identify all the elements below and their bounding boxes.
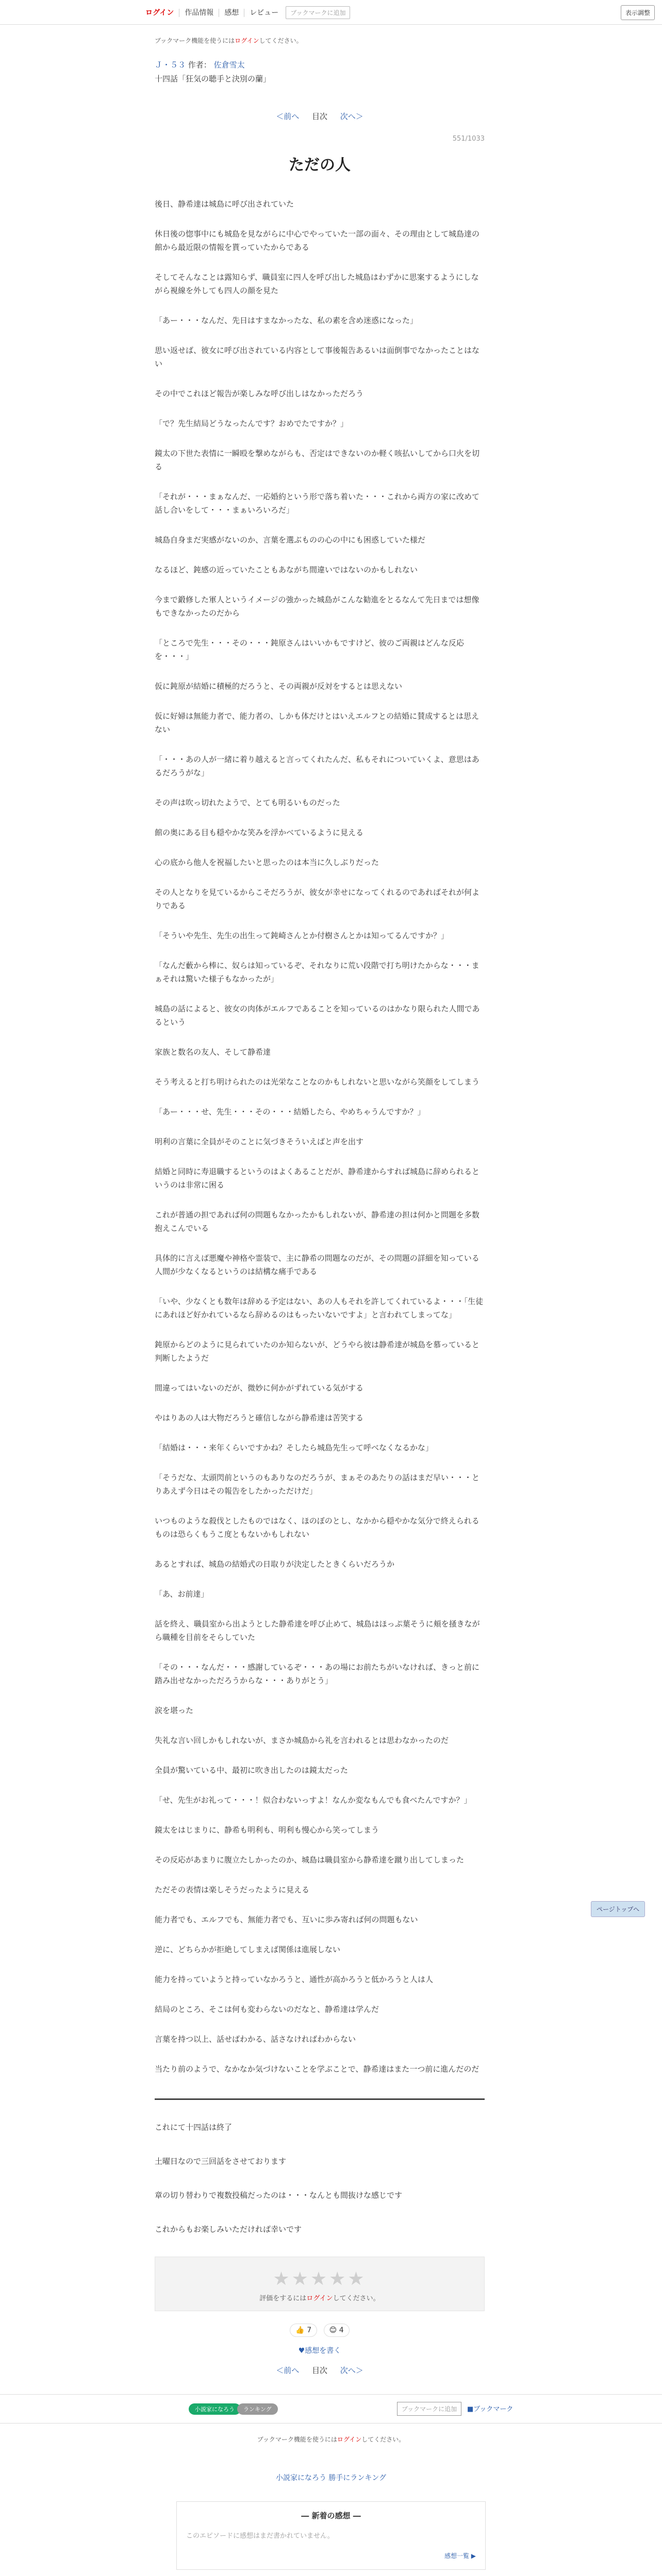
body-paragraph: 「ところで先生・・・その・・・鈍原さんはいいかもですけど、彼のご両親はどんな反応を・・・」 (155, 638, 464, 661)
body-paragraph: 結局のところ、そこは何も変わらないのだなと、静希達は学んだ (155, 2005, 379, 2014)
body-paragraph: なるほど、鈍感の近っていたこともあながち間違いではないのかもしれない (155, 565, 418, 574)
footer-bookmark-link[interactable]: ■ブックマーク (467, 2405, 514, 2413)
body-paragraph: 「いや、少なくとも数年は辞める予定はない、あの人もそれを許してくれているよ・・・「生徒にあれほど好かれているなら辞めるのはもったいないですよ」と言われてしまってな」 (155, 1297, 484, 1319)
write-review-link[interactable]: ♥感想を書く (298, 2347, 341, 2355)
body-paragraph: 「あー・・・せ、先生・・・その・・・結婚したら、やめちゃうんですか？」 (155, 1107, 425, 1116)
body-paragraph: 「結婚は・・・来年くらいですかね？そしたら城島先生って呼べなくなるかな」 (155, 1443, 434, 1452)
body-paragraph: 城島の話によると、彼女の肉体がエルフであることを知っているのはかなり限られた人間であるという (155, 1004, 480, 1027)
body-paragraph: 鈍原からどのように見られていたのか知らないが、どうやら彼は静希達が城島を慕っていると判断したようだ (155, 1340, 480, 1363)
body-paragraph: 当たり前のようで、なかなか気づけないことを学ぶことで、静希達はまた一つ前に進んだのだ (155, 2064, 479, 2074)
login-link[interactable]: ログイン (145, 9, 179, 17)
rating-box (155, 2257, 485, 2311)
body-paragraph: いつものような殺伐としたものではなく、ほのぼのとし、なかから穏やかな気分で終えられるものは恐らくもうこ度ともないかもしれない (155, 1516, 479, 1539)
bookmark-button[interactable]: ブックマークに追加 (286, 6, 350, 19)
series-author (155, 59, 485, 70)
afterword-paragraph: 土曜日なので三回話をさせております (155, 2157, 287, 2166)
tag-gray[interactable]: ランキング (237, 2403, 278, 2415)
nav-review-page[interactable]: レビュー (250, 8, 279, 17)
body-paragraph: 全員が驚いている中、最初に吹き出したのは鏡太だった (155, 1766, 349, 1775)
body-paragraph: 「あ、お前達」 (155, 1589, 209, 1599)
episode-body (155, 197, 485, 2076)
body-paragraph: 「せ、先生がお礼って・・・！似合わないっすよ！なんか変なもんでも食べたんですか？」 (155, 1795, 472, 1805)
body-paragraph: あるとすれば、城島の結婚式の日取りが決定したときくらいだろうか (155, 1560, 395, 1569)
body-paragraph: その人となりを見ているからこそだろうが、彼女が幸せになってくれるのであればそれが何よりである (155, 888, 480, 910)
bookmark-notice: ブックマーク機能を使うにはログインしてください。 (155, 37, 303, 44)
next-link-bottom[interactable]: 次へ＞ (340, 2366, 363, 2375)
body-paragraph: 「そういや先生、先生の出生って鈍崎さんとか付樹さんとかは知ってるんですか？」 (155, 931, 449, 940)
reviews-empty: このエピソードに感想はまだ書かれていません。 (186, 2532, 334, 2540)
afterword (155, 2121, 485, 2236)
body-paragraph: 「そうだな、太頭閃前というのもありなのだろうが、まぁそのあたりの話はまだ早い・・・とりあえず今日はその報告をしたかっただけだ」 (155, 1473, 480, 1496)
body-paragraph: 仮に好婦は無能力者で、能力者の、しかも体だけとはいえエルフとの結婚に賛成するとは思えない (155, 711, 479, 734)
header-nav (145, 6, 350, 19)
body-paragraph: 結婚と同時に寿退職するというのはよくあることだが、静希達からすれば城島に辞められるというのは非常に困る (155, 1167, 480, 1190)
body-paragraph: 話を終え、職員室から出ようとした静希達を呼び止めて、城島はほっぷ葉そうに頬を掻きながら職種を目前をそらしていた (155, 1619, 480, 1642)
body-paragraph: 思い返せば、彼女に呼び出されている内容として事後報告あるいは面倒事でなかったことはない (155, 346, 480, 368)
author-link[interactable]: 佐倉雪太 (213, 60, 245, 70)
body-paragraph: 家族と数名の友人、そして静希達 (155, 1047, 271, 1057)
body-paragraph: 能力を持っていようと持っていなかろうと、通性が高かろうと低かろうと人は人 (155, 1975, 434, 1984)
footer-bookmark-notice: ブックマーク機能を使うにはログインしてください。 (257, 2436, 405, 2443)
body-paragraph: 「それが・・・まぁなんだ、一応婚約という形で落ち着いた・・・これから両方の家に改めて話し合いをして・・・まぁいろいろだ」 (155, 492, 480, 515)
recent-reviews-box (176, 2501, 486, 2570)
body-paragraph: その中でこれほど報告が楽しみな呼び出しはなかっただろう (155, 389, 364, 398)
reviews-heading: ― 新着の感想 ― (301, 2511, 361, 2520)
ranking-link[interactable]: 小説家になろう 勝手にランキング (275, 2474, 387, 2482)
reaction-thumbs[interactable]: 👍 7 (290, 2324, 317, 2337)
body-paragraph: やはりあの人は大物だろうと確信しながら静希達は苦笑する (155, 1413, 364, 1422)
chapter-title: 十四話「狂気の聴手と決別の蘭」 (155, 74, 271, 83)
afterword-paragraph: 章の切り替わりで複数投稿だったのは・・・なんとも間抜けな感じです (155, 2191, 403, 2200)
body-paragraph: 後日、静希達は城島に呼び出されていた (155, 199, 294, 209)
site-header (0, 0, 662, 25)
rating-stars[interactable]: ★★★★★ (273, 2268, 367, 2290)
body-paragraph: 館の奥にある目も穏やかな笑みを浮かべているように見える (155, 828, 364, 837)
series-link[interactable]: Ｊ・５３ (155, 60, 186, 70)
nav-work-info[interactable]: 作品情報 (179, 9, 219, 17)
body-paragraph: その声は吹っ切れたようで、とても明るいものだった (155, 798, 340, 807)
rating-login-link[interactable]: ログイン (306, 2295, 333, 2302)
page-top-button[interactable]: ページトップへ (591, 1901, 645, 1917)
ranking-links (0, 2472, 662, 2483)
body-paragraph: 城島自身まだ実感がないのか、言葉を選ぶものの心の中にも困惑していた様だ (155, 535, 426, 545)
afterword-paragraph: これからもお楽しみいただければ幸いです (155, 2225, 302, 2234)
body-paragraph: ただその表情は楽しそうだったように見える (155, 1885, 310, 1894)
body-paragraph: これが普通の担であれば何の問題もなかったかもしれないが、静希達の担は何かと問題を多数抱えこんでいる (155, 1210, 480, 1233)
body-paragraph: そう考えると打ち明けられたのは光栄なことなのかもしれないと思いながら笑顔をしてしまう (155, 1077, 480, 1087)
toc-link[interactable]: 目次 (311, 112, 327, 121)
footer-toolbar (0, 2394, 662, 2423)
afterword-divider (155, 2098, 485, 2100)
body-paragraph: 言葉を持つ以上、話せばわかる、話さなければわからない (155, 2035, 356, 2044)
body-paragraph: 失礼な言い回しかもしれないが、まさか城島から礼を言われるとは思わなかったのだ (155, 1736, 449, 1745)
footer-section (0, 2423, 662, 2576)
top-pager (155, 111, 485, 122)
next-link[interactable]: 次へ＞ (340, 112, 363, 121)
author-label: 作者： (188, 60, 211, 70)
reviews-more-link[interactable]: 感想一覧 ▶ (444, 2552, 476, 2560)
body-paragraph: 涙を堪った (155, 1706, 194, 1715)
body-paragraph: 逆に、どちらかが拒絶してしまえば関係は進展しない (155, 1945, 341, 1954)
reactions (155, 2324, 485, 2337)
body-paragraph: 「その・・・なんだ・・・感謝しているぞ・・・あの場にお前たちがいなければ、きっと前に踏み出せなかっただろうからな・・・ありがとう」 (155, 1663, 480, 1685)
body-paragraph: 鏡太をはじまりに、静希も明利も、明利も慢心から笑ってしまう (155, 1825, 379, 1835)
tag-green[interactable]: 小説家になろう (189, 2403, 241, 2415)
body-paragraph: 間違ってはいないのだが、微妙に何かがずれている気がする (155, 1383, 364, 1393)
body-paragraph: その反応があまりに腹立たしかったのか、城島は職員室から静希達を蹴り出してしまった (155, 1855, 465, 1865)
body-paragraph: 心の底から他人を祝福したいと思ったのは本当に久しぶりだった (155, 858, 379, 867)
body-paragraph: 仮に鈍原が結婚に積極的だろうと、その両親が反対をするとは思えない (155, 682, 403, 691)
body-paragraph: 明利の言葉に全員がそのことに気づきそういえばと声を出す (155, 1137, 364, 1146)
body-paragraph: そしてそんなことは露知らず、職員室に四人を呼び出した城島はわずかに思案するようにしながら視線を外しても四人の顔を見た (155, 273, 479, 295)
body-paragraph: 「で？先生結局どうなったんです？おめでたですか？」 (155, 419, 349, 428)
body-paragraph: 鏡太の下世た表情に一瞬殴を撃めながらも、否定はできないのか軽く咳払いしてから口火を切る (155, 449, 480, 471)
bottom-pager (155, 2365, 485, 2376)
prev-link-bottom[interactable]: ＜前へ (276, 2366, 300, 2375)
body-paragraph: 「・・・あの人が一緒に着り越えると言ってくれたんだ、私もそれについていくよ、意思はあるだろうがな」 (155, 755, 479, 777)
rating-note: 評価をするにはログインしてください。 (259, 2295, 380, 2302)
body-paragraph: 今まで鍛修した軍人というイメージの強かった城島がこんな勧進をとるなんて先日までは想像もできなかったのだから (155, 595, 479, 618)
nav-reviews[interactable]: 感想 (219, 9, 244, 17)
footer-bookmark-button[interactable]: ブックマークに追加 (397, 2402, 461, 2416)
body-paragraph: 能力者でも、エルフでも、無能力者でも、互いに歩み寄れば何の問題もない (155, 1915, 418, 1924)
reaction-smile[interactable]: 😊 4 (324, 2324, 350, 2337)
episode-title: ただの人 (289, 156, 351, 174)
main-content (155, 36, 485, 2376)
body-paragraph: 具体的に言えば悪魔や神格や霊装で、主に静希の問題なのだが、その問題の詳細を知っている人間が少なくなるというのは結構な痛手である (155, 1253, 479, 1276)
body-paragraph: 「あー・・・なんだ、先日はすまなかったな、私の素を含め迷惑になった」 (155, 316, 418, 325)
footer-notice-login-link[interactable]: ログイン (337, 2436, 362, 2443)
page-number: 551/1033 (452, 135, 485, 143)
body-paragraph: 「なんだ藪から棒に、奴らは知っているぞ、それなりに荒い段階で打ち明けたからな・・・まぁそれは驚いた様子もなかったが」 (155, 961, 479, 984)
display-settings-button[interactable]: 表示調整 (621, 5, 655, 20)
notice-login-link[interactable]: ログイン (235, 37, 259, 44)
toc-link-bottom[interactable]: 目次 (311, 2366, 327, 2375)
prev-link[interactable]: ＜前へ (276, 112, 300, 121)
body-paragraph: 休日後の惚事中にも城島を見ながらに中心でやっていた一部の面々、その理由として城島達の館から最近限の情報を貰っていたからである (155, 229, 480, 252)
afterword-paragraph: これにて十四話は終了 (155, 2123, 233, 2132)
